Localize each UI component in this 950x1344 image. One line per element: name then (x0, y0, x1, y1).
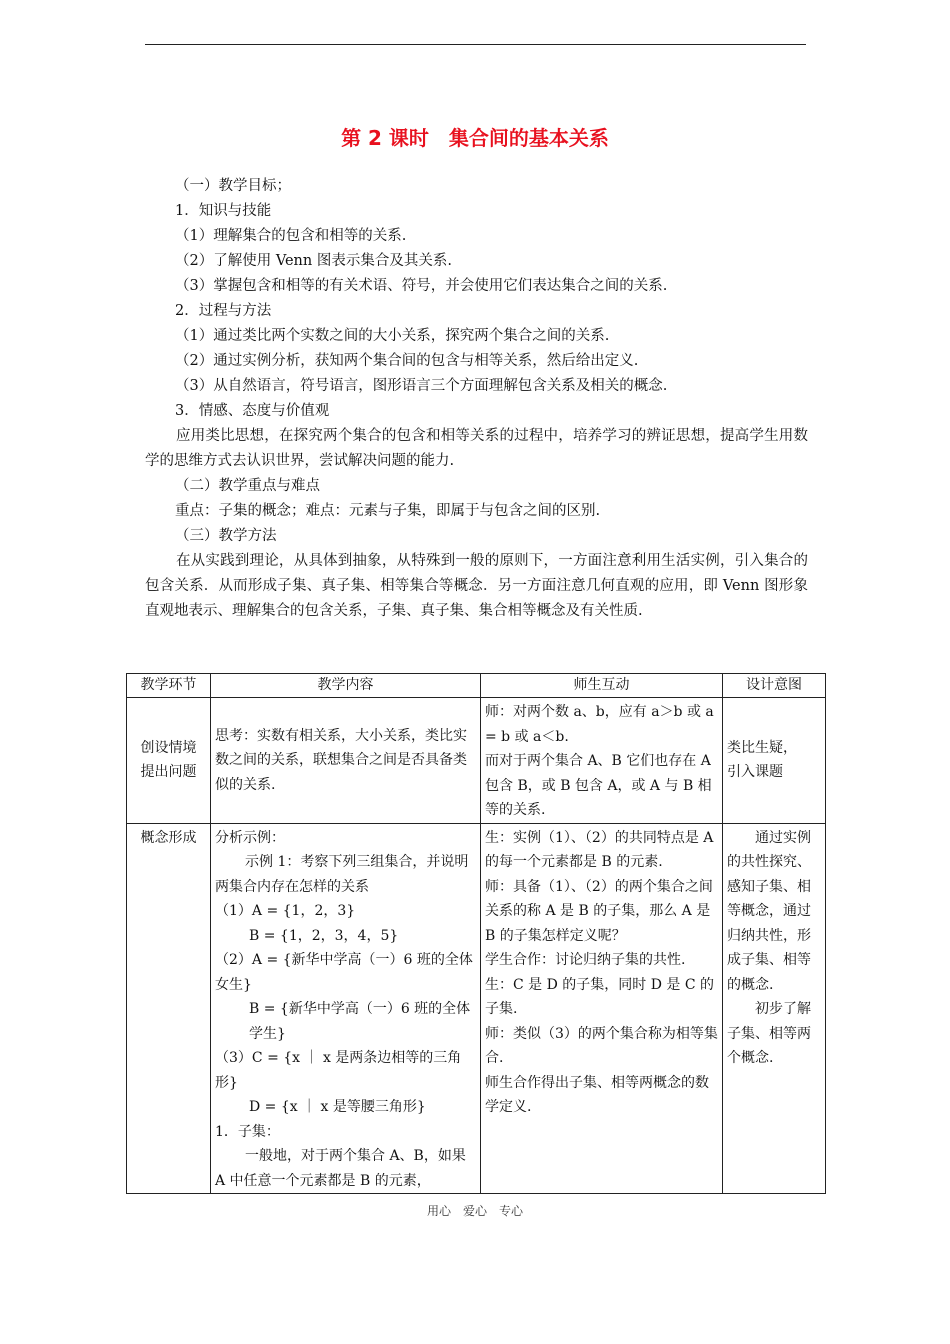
emotion-heading: 3．情感、态度与价值观 (175, 403, 330, 419)
method-paragraph: 在从实践到理论，从具体到抽象，从特殊到一般的原则下，一方面注意利用生活实例，引入集合的包含关系．从而形成子集、真子集、相等集合等概念．另一方面注意几何直观的应用，即 Venn 图形象直观地表示、理解集合的包含关系，子集、真子集、集合相等概念及有关性质. (145, 553, 808, 619)
content-cell (211, 823, 481, 1194)
header-content: 教学内容 (211, 674, 481, 698)
content-text: （1）A = {1，2，3} (215, 903, 356, 919)
knowledge-item: （3）掌握包含和相等的有关术语、符号，并会使用它们表达集合之间的关系. (175, 278, 668, 294)
intent-cell (723, 823, 826, 1194)
process-item: （3）从自然语言，符号语言，图形语言三个方面理解包含关系及相关的概念. (175, 378, 668, 394)
table-row (127, 823, 826, 1194)
knowledge-item: （2）了解使用 Venn 图表示集合及其关系. (175, 253, 452, 269)
stage-cell (127, 698, 211, 824)
interaction-text: 师：具备（1）、（2）的两个集合之间关系的称 A 是 B 的子集，那么 A 是 B 的子集怎样定义呢？ (485, 878, 713, 944)
stage-text: 概念形成 (140, 829, 197, 846)
intent-cell (723, 698, 826, 824)
knowledge-heading: 1．知识与技能 (175, 203, 272, 219)
process-item: （2）通过实例分析，获知两个集合间的包含与相等关系，然后给出定义. (175, 353, 639, 369)
content-cell (211, 698, 481, 824)
interaction-text: 生：实例（1）、（2）的共同特点是 A 的每一个元素都是 B 的元素. (485, 829, 714, 870)
content-text: B = {新华中学高（一）6 班的全体学生} (249, 1001, 471, 1042)
header-rule (145, 44, 806, 45)
content-text: 一般地，对于两个集合 A、B，如果 A 中任意一个元素都是 B 的元素， (215, 1148, 466, 1189)
interaction-text: 而对于两个集合 A、B 它们也存在 A 包含 B，或 B 包含 A，或 A 与 B 相等的关系. (485, 753, 712, 818)
intent-text: 通过实例的共性探究、感知子集、相等概念，通过归纳共性，形成子集、相等的概念. (727, 829, 811, 993)
header-interaction: 师生互动 (481, 674, 723, 698)
lesson-plan-table (126, 673, 826, 1194)
interaction-cell (481, 698, 723, 824)
interaction-text: 师：类似（3）的两个集合称为相等集合. (485, 1025, 718, 1066)
content-text: （2）A = {新华中学高（一）6 班的全体女生} (215, 952, 473, 993)
table-row (127, 698, 826, 824)
page-title: 第 2 课时 集合间的基本关系 (341, 126, 609, 150)
focus-heading: （二）教学重点与难点 (175, 478, 320, 494)
goals-heading: （一）教学目标； (175, 178, 291, 194)
header-intent: 设计意图 (723, 674, 826, 698)
stage-cell (127, 823, 211, 1194)
interaction-text: 生：C 是 D 的子集，同时 D 是 C 的子集. (485, 976, 715, 1017)
intent-text: 类比生疑， (727, 739, 797, 756)
interaction-text: 师：对两个数 a、b，应有 a＞b 或 a = b 或 a＜b. (485, 704, 714, 745)
page-footer: 用心 爱心 专心 (426, 1204, 523, 1218)
header-stage: 教学环节 (127, 674, 211, 698)
method-heading: （三）教学方法 (175, 528, 277, 544)
intent-text: 引入课题 (727, 764, 783, 781)
knowledge-item: （1）理解集合的包含和相等的关系. (175, 228, 407, 244)
focus-paragraph: 重点：子集的概念；难点：元素与子集，即属于与包含之间的区别. (175, 503, 601, 519)
interaction-text: 学生合作：讨论归纳子集的共性. (485, 952, 686, 968)
interaction-text: 师生合作得出子集、相等两概念的数学定义. (485, 1074, 709, 1115)
intent-text: 初步了解子集、相等两个概念. (727, 1001, 811, 1066)
content-text: 示例 1：考察下列三组集合，并说明两集合内存在怎样的关系 (215, 854, 469, 895)
content-text: D = {x ｜ x 是等腰三角形} (249, 1099, 426, 1115)
content-text: B = {1，2，3，4，5} (249, 927, 399, 944)
interaction-cell (481, 823, 723, 1194)
document-body (145, 174, 808, 624)
stage-text: 提出问题 (140, 764, 197, 781)
process-heading: 2．过程与方法 (175, 303, 272, 319)
process-item: （1）通过类比两个实数之间的大小关系，探究两个集合之间的关系. (175, 328, 610, 344)
content-text: 思考：实数有相关系，大小关系，类比实数之间的关系，联想集合之间是否具备类似的关系. (215, 727, 467, 793)
content-text: 1．子集： (215, 1123, 280, 1140)
content-text: （3）C = {x ｜ x 是两条边相等的三角形} (215, 1050, 462, 1091)
content-text: 分析示例： (215, 829, 285, 846)
table-header-row (127, 674, 826, 698)
emotion-paragraph: 应用类比思想，在探究两个集合的包含和相等关系的过程中，培养学习的辨证思想，提高学生用数学的思维方式去认识世界，尝试解决问题的能力. (145, 428, 808, 469)
stage-text: 创设情境 (140, 739, 197, 756)
